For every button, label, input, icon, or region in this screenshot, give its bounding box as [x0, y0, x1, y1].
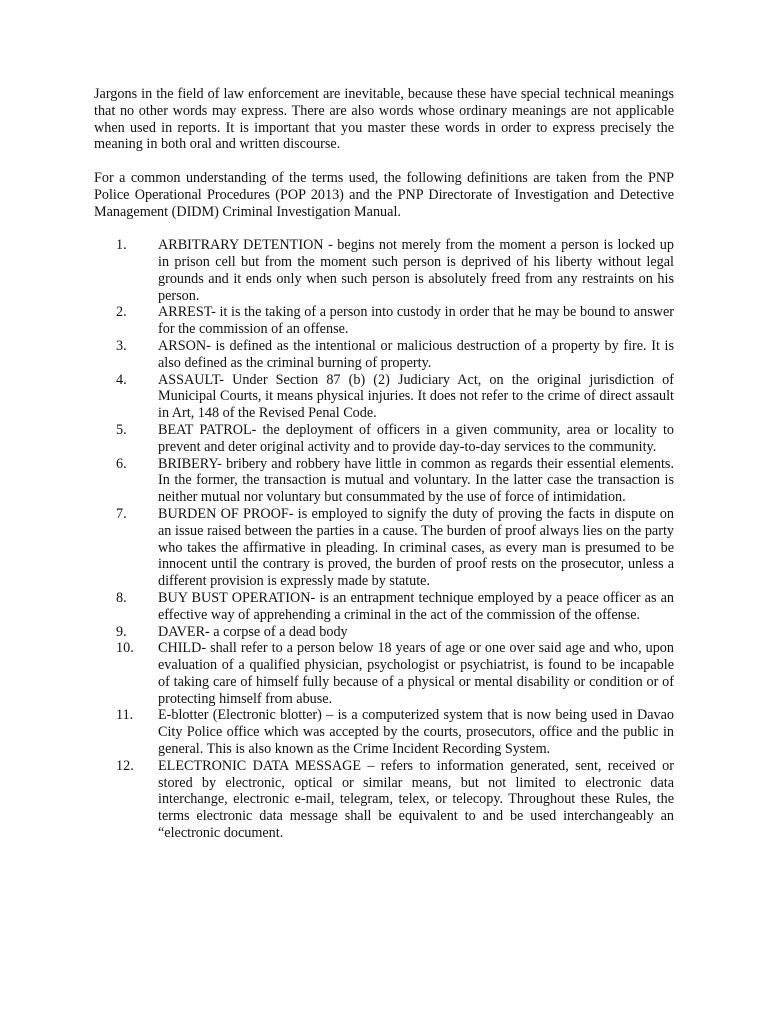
item-number: 6. [116, 455, 127, 472]
item-number: 9. [116, 623, 127, 640]
source-paragraph: For a common understanding of the terms used, the following definitions are taken from the PNP Police Operational Procedures (POP 2013) and the PNP Directorate of Investigation and Detective Management (DIDM) Criminal Investigation Manual. [94, 169, 674, 220]
list-item [94, 422, 674, 456]
item-text: CHILD- shall refer to a person below 18 years of age or one over said age and who, upon evaluation of a qualified physician, psychologist or psychiatrist, is found to be incapable of taking care of himself fully because of a physical or mental disability or condition or of protecting himself from abuse. [158, 640, 674, 707]
item-text: ELECTRONIC DATA MESSAGE – refers to information generated, sent, received or stored by electronic, optical or similar means, but not limited to electronic data interchange, electronic e-mail, telegram, telex, or telecopy. Throughout these Rules, the terms electronic data message shall be equivalent to and be used interchangeably an “electronic document. [158, 757, 674, 842]
list-item [94, 590, 674, 624]
list-item [94, 624, 674, 641]
item-text: ARREST- it is the taking of a person into custody in order that he may be bound to answer for the commission of an offense. [158, 304, 674, 338]
item-number: 2. [116, 304, 127, 321]
list-item [94, 338, 674, 372]
list-item [94, 456, 674, 506]
item-text: ARBITRARY DETENTION - begins not merely from the moment a person is locked up in prison cell but from the moment such person is deprived of his liberty without legal grounds and it ends only when such person is absolutely freed from any restraints on his person. [158, 237, 674, 304]
item-number: 1. [116, 237, 127, 254]
intro-paragraph: Jargons in the field of law enforcement are inevitable, because these have special technical meanings that no other words may express. There are also words whose ordinary meanings are not applicable when used in reports. It is important that you master these words in order to express precisely the meaning in both oral and written discourse. [94, 86, 674, 153]
item-text: ASSAULT- Under Section 87 (b) (2) Judiciary Act, on the original jurisdiction of Municipal Courts, it means physical injuries. It does not refer to the crime of direct assault in Art, 148 of the Revised Penal Code. [158, 371, 674, 422]
item-number: 12. [116, 757, 134, 774]
item-number: 4. [116, 371, 127, 388]
list-item [94, 506, 674, 590]
item-number: 7. [116, 505, 127, 522]
item-text: E-blotter (Electronic blotter) – is a computerized system that is now being used in Davao City Police office which was accepted by the courts, prosecutors, office and the public in general. This is also known as the Crime Incident Recording System. [158, 707, 674, 758]
list-item [94, 758, 674, 842]
item-text: DAVER- a corpse of a dead body [158, 623, 348, 640]
item-number: 8. [116, 589, 127, 606]
item-number: 3. [116, 337, 127, 354]
item-number: 5. [116, 421, 127, 438]
item-text: ARSON- is defined as the intentional or malicious destruction of a property by fire. It is also defined as the criminal burning of property. [158, 337, 674, 371]
list-item [94, 707, 674, 757]
list-item [94, 640, 674, 707]
definitions-list [94, 237, 674, 842]
list-item [94, 372, 674, 422]
document-page [94, 86, 674, 842]
item-text: BEAT PATROL- the deployment of officers in a given community, area or locality to prevent and deter original activity and to provide day-to-day services to the community. [158, 421, 674, 455]
item-text: BRIBERY- bribery and robbery have little in common as regards their essential elements. In the former, the transaction is mutual and voluntary. In the latter case the transaction is neither mutual nor voluntary but consummated by the use of force of intimidation. [158, 455, 674, 506]
item-text: BURDEN OF PROOF- is employed to signify the duty of proving the facts in dispute on an issue raised between the parties in a cause. The burden of proof always lies on the party who takes the affirmative in pleading. In criminal cases, as every man is presumed to be innocent until the contrary is proved, the burden of proof rests on the prosecutor, unless a different provision is expressly made by statute. [158, 505, 674, 590]
list-item [94, 237, 674, 304]
item-number: 10. [116, 640, 134, 657]
item-text: BUY BUST OPERATION- is an entrapment technique employed by a peace officer as an effective way of apprehending a criminal in the act of the commission of the offense. [158, 589, 674, 623]
list-item [94, 304, 674, 338]
item-number: 11. [116, 707, 134, 724]
